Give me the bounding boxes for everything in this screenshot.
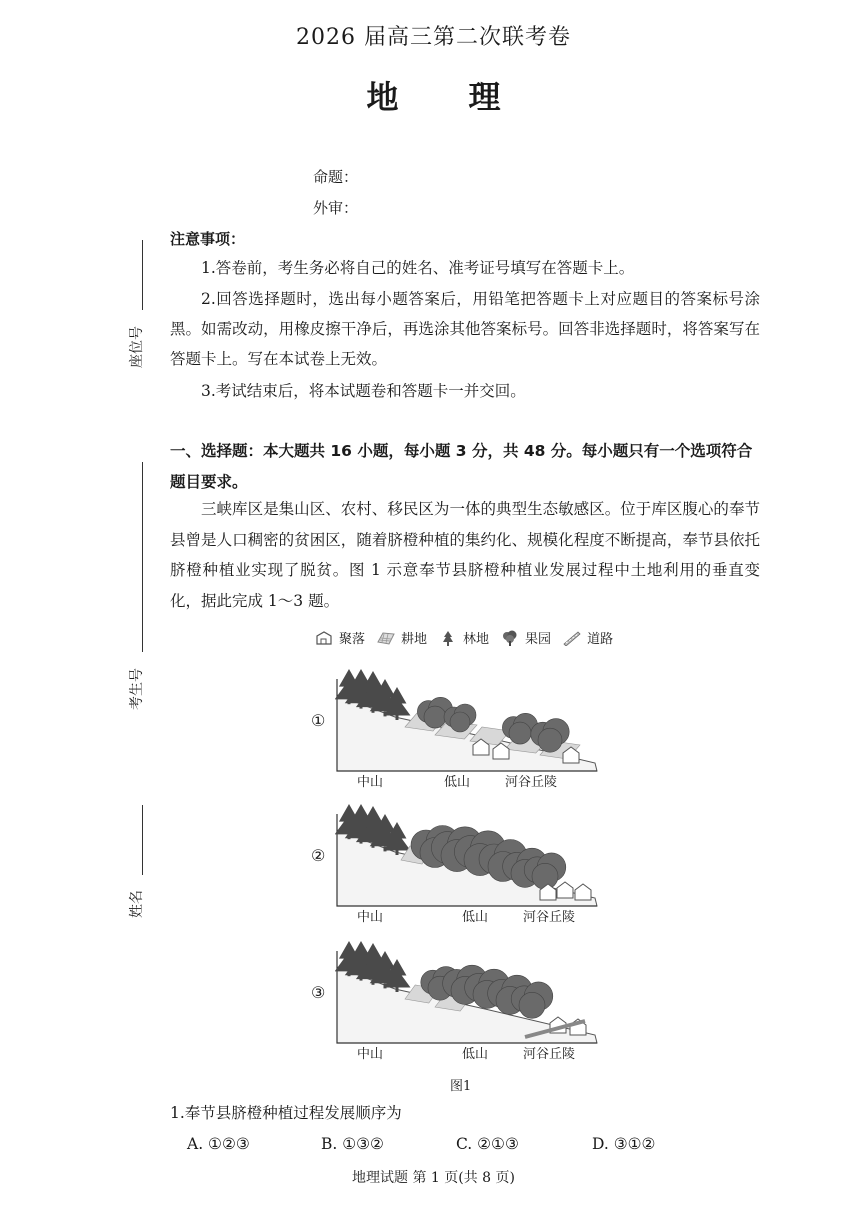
- question-1-stem: 1.奉节县脐橙种植过程发展顺序为: [170, 1104, 402, 1122]
- figure-caption: 图1: [450, 1079, 472, 1094]
- exam-title: 2026 届高三第二次联考卷: [296, 25, 571, 50]
- notices-title: 注意事项：: [170, 230, 246, 248]
- legend-farmland: 耕地: [401, 632, 428, 647]
- road-icon: [563, 630, 581, 646]
- zone-label: 低山: [462, 1047, 489, 1062]
- orchard-tree: [538, 728, 562, 752]
- zone-label: 中山: [357, 1047, 384, 1062]
- notice-item-1: 1.答卷前，考生务必将自己的姓名、准考证号填写在答题卡上。: [201, 259, 635, 277]
- panel-number-2: ②: [311, 846, 326, 865]
- legend-road: 道路: [587, 632, 614, 647]
- subject-title: 地理: [366, 78, 571, 116]
- orchard-tree: [519, 992, 545, 1018]
- notice-item-3: 3.考试结束后，将本试题卷和答题卡一并交回。: [201, 382, 526, 400]
- figure-legend: [315, 628, 621, 647]
- panel-number-1: ①: [311, 711, 326, 730]
- seat-line: [142, 240, 143, 310]
- terrain-panel-3: [335, 937, 605, 1047]
- proposer-label: 命题：: [313, 168, 359, 186]
- farmland-icon: [377, 630, 395, 646]
- name-label: 姓名: [129, 890, 145, 918]
- option-b[interactable]: B. ①③②: [321, 1135, 384, 1153]
- option-a[interactable]: A. ①②③: [187, 1135, 250, 1153]
- settlement-icon: [315, 630, 333, 646]
- orchard-icon: [501, 630, 519, 646]
- material-paragraph: 三峡库区是集山区、农村、移民区为一体的典型生态敏感区。位于库区腹心的奉节县曾是人口稠密的贫困区，随着脐橙种植的集约化、规模化程度不断提高，奉节县依托脐橙种植业实现了脱贫。图 1 示意奉节县脐橙种植业发展过程中土地利用的垂直变化，据此完成 1～3 题。: [170, 500, 760, 610]
- option-d[interactable]: D. ③①②: [592, 1135, 656, 1153]
- reviewer-label: 外审：: [313, 199, 359, 217]
- legend-settlement: 聚落: [339, 632, 366, 647]
- zone-label: 中山: [357, 910, 384, 925]
- option-c[interactable]: C. ②①③: [456, 1135, 519, 1153]
- section-title: 一、选择题：本大题共 16 小题，每小题 3 分，共 48 分。每小题只有一个选项符合题目要求。: [170, 442, 753, 491]
- settlement-house: [575, 884, 591, 900]
- orchard-tree: [424, 706, 446, 728]
- panel-number-3: ③: [311, 983, 326, 1002]
- legend-forest: 林地: [463, 632, 490, 647]
- page-footer: 地理试题 第 1 页(共 8 页): [352, 1170, 515, 1186]
- terrain-panel-2: [335, 800, 605, 910]
- orchard-tree: [509, 722, 531, 744]
- notice-item-2: 2.回答选择题时，选出每小题答案后，用铅笔把答题卡上对应题目的答案标号涂黑。如需改动，用橡皮擦干净后，再选涂其他答案标号。回答非选择题时，将答案写在答题卡上。写在本试卷上无效。: [170, 290, 760, 368]
- name-line: [142, 805, 143, 875]
- orchard-tree: [450, 712, 470, 732]
- settlement-house: [557, 882, 573, 898]
- zone-label: 河谷丘陵: [505, 775, 558, 790]
- exam-no-line: [142, 462, 143, 652]
- zone-label: 低山: [444, 775, 471, 790]
- zone-label: 河谷丘陵: [523, 1047, 576, 1062]
- zone-label: 河谷丘陵: [523, 910, 576, 925]
- legend-orchard: 果园: [525, 632, 552, 647]
- terrain-panel-1: [335, 665, 605, 775]
- exam-no-label: 考生号: [129, 668, 145, 710]
- zone-label: 中山: [357, 775, 384, 790]
- orchard-tree: [532, 863, 558, 889]
- seat-label: 座位号: [129, 326, 145, 368]
- zone-label: 低山: [462, 910, 489, 925]
- forest-icon: [439, 630, 457, 646]
